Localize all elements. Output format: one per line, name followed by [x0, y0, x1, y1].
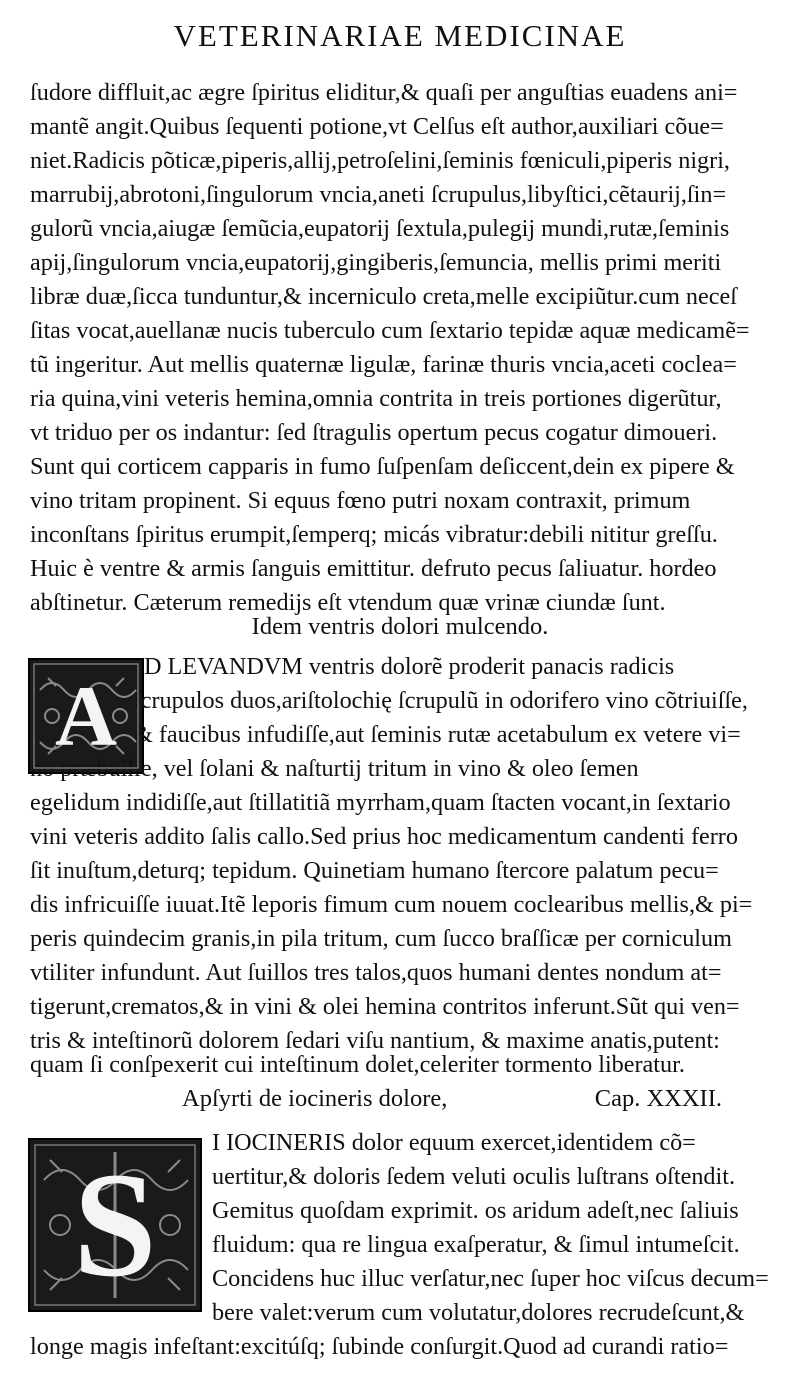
- chapter-number: Cap. XXXII.: [594, 1085, 722, 1112]
- text-line: no præbuiſſe, vel ſolani & naſturtij tritum in vino & oleo ſemen: [30, 755, 639, 782]
- initial-letter: A: [54, 668, 118, 764]
- text-line: uertitur,& doloris ſedem veluti oculis luſtrans oſtendit.: [212, 1163, 736, 1190]
- text-line: abſtinetur. Cæterum remedijs eſt vtendum quæ vrinæ ciundæ ſunt.: [30, 589, 666, 616]
- text-line: ſcrupulos duos,ariſtolochię ſcrupulũ in odorifero vino cõtriuiſſe,: [134, 687, 748, 714]
- text-line: quam ſi conſpexerit cui inteſtinum dolet,celeriter tormento liberatur.: [30, 1051, 685, 1078]
- text-line: Huic è ventre & armis ſanguis emittitur. defruto pecus ſaliuatur. hordeo: [30, 555, 717, 582]
- text-line: gulorũ vncia,aiugæ ſemũcia,eupatorij ſextula,pulegij mundi,rutæ,ſeminis: [30, 215, 730, 242]
- text-line: vtiliter infundunt. Aut ſuillos tres talos,quos humani dentes nondum at=: [30, 959, 722, 986]
- text-line: vino tritam propinent. Si equus fœno putri noxam contraxit, primum: [30, 487, 691, 514]
- text-line: tris & inteſtinorũ dolorem ſedari viſu nantium, & maxime anatis,putent:: [30, 1027, 720, 1054]
- section-title: Idem ventris dolori mulcendo.: [251, 613, 549, 640]
- text-line: dis infricuiſſe iuuat.Itẽ leporis fimum cum nouem coclearibus mellis,& pi=: [30, 891, 753, 918]
- text-line: fluidum: qua re lingua exaſperatur, & ſimul intumeſcit.: [212, 1231, 740, 1258]
- text-line: ſudore diffluit,ac ægre ſpiritus eliditur,& quaſi per anguſtias euadens ani=: [30, 79, 738, 106]
- text-line: & faucibus infudiſſe,aut ſeminis rutæ acetabulum ex vetere vi=: [134, 721, 741, 748]
- text-line: peris quindecim granis,in pila tritum, cum ſucco braſſicæ per corniculum: [30, 925, 732, 952]
- text-line: inconſtans ſpiritus erumpit,ſemperq; micás vibratur:debili nititur greſſu.: [30, 521, 718, 548]
- text-line: Concidens huc illuc verſatur,nec ſuper hoc viſcus decum=: [212, 1265, 769, 1292]
- running-head: VETERINARIAE MEDICINAE: [173, 18, 627, 53]
- chapter-title: Apſyrti de iocineris dolore,: [182, 1085, 448, 1112]
- text-line: niet.Radicis põticæ,piperis,allij,petroſelini,ſeminis fœniculi,piperis nigri,: [30, 147, 730, 174]
- text-line: ſit inuſtum,deturq; tepidum. Quinetiam humano ſtercore palatum pecu=: [30, 857, 719, 884]
- text-line: D LEVANDVM ventris dolorẽ proderit panacis radicis: [144, 653, 675, 680]
- decorated-initial: [28, 658, 144, 774]
- text-line: bere valet:verum cum volutatur,dolores recrudeſcunt,&: [212, 1299, 745, 1326]
- text-line: I IOCINERIS dolor equum exercet,identidem cõ=: [212, 1129, 696, 1156]
- text-line: egelidum indidiſſe,aut ſtillatitiã myrrham,quam ſtacten vocant,in ſextario: [30, 789, 731, 816]
- text-line: Gemitus quoſdam exprimit. os aridum adeſt,nec ſaliuis: [212, 1197, 739, 1224]
- text-line: Sunt qui corticem capparis in fumo ſuſpenſam deſiccent,dein ex pipere &: [30, 453, 735, 480]
- text-line: vt triduo per os indantur: ſed ſtragulis opertum pecus cogatur dimoueri.: [30, 419, 718, 446]
- text-line: ſitas vocat,auellanæ nucis tuberculo cum ſextario tepidæ aquæ medicamẽ=: [30, 317, 750, 344]
- chapter-heading: [182, 1082, 722, 1116]
- text-line: longe magis infeſtant:excitúſq; ſubinde conſurgit.Quod ad curandi ratio=: [30, 1333, 729, 1360]
- text-line: libræ duæ,ſicca tunduntur,& incerniculo creta,melle excipiũtur.cum neceſ: [30, 283, 737, 310]
- initial-letter: S: [73, 1142, 157, 1308]
- decorated-initial: [28, 1138, 202, 1312]
- text-line: tigerunt,crematos,& in vini & olei hemina contritos inferunt.Sũt qui ven=: [30, 993, 740, 1020]
- text-line: mantẽ angit.Quibus ſequenti potione,vt Celſus eſt author,auxiliari cõue=: [30, 113, 724, 140]
- text-line: ria quina,vini veteris hemina,omnia contrita in treis portiones digerũtur,: [30, 385, 722, 412]
- text-line: apij,ſingulorum vncia,eupatorij,gingiberis,ſemuncia, mellis primi meriti: [30, 249, 722, 276]
- text-line: tũ ingeritur. Aut mellis quaternæ ligulæ, farinæ thuris vncia,aceti coclea=: [30, 351, 737, 378]
- text-line: vini veteris addito ſalis callo.Sed prius hoc medicamentum candenti ferro: [30, 823, 738, 850]
- text-line: marrubij,abrotoni,ſingulorum vncia,aneti ſcrupulus,libyſtici,cẽtaurij,ſin=: [30, 181, 727, 208]
